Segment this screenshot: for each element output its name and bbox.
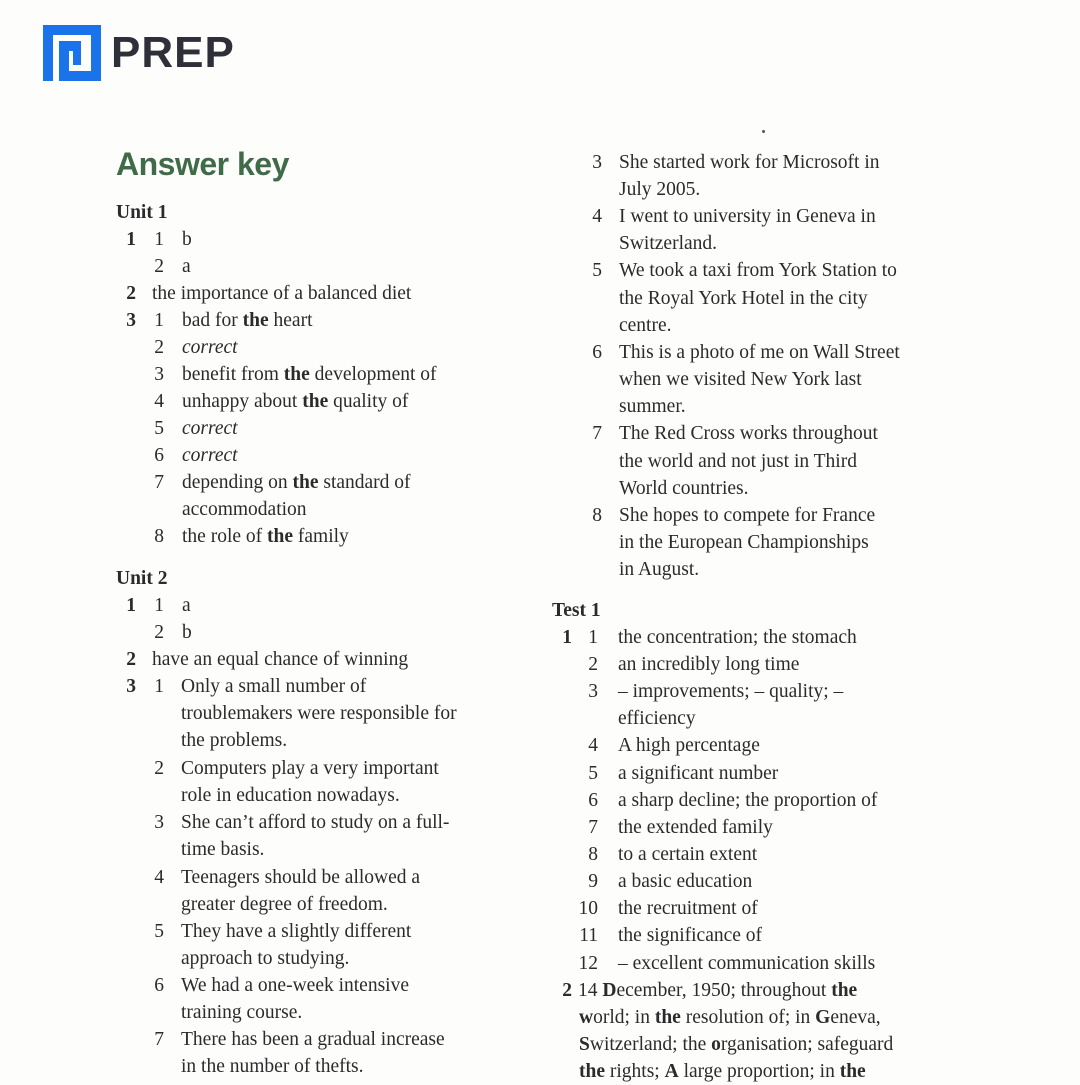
page-title: Answer key	[116, 146, 289, 182]
list-item: 2 correct	[154, 337, 238, 358]
list-item: 10 the recruitment of	[578, 898, 758, 919]
list-item-continuation: approach to studying.	[181, 948, 350, 969]
list-item-continuation: accommodation	[182, 499, 307, 520]
list-item: 7 the extended family	[588, 817, 773, 838]
list-item-continuation: summer.	[619, 396, 686, 417]
list-item-continuation: time basis.	[181, 839, 265, 860]
list-item: 5 correct	[154, 418, 238, 439]
list-item: 3 She can’t afford to study on a full-	[154, 812, 450, 833]
list-item-continuation: Switzerland.	[619, 233, 718, 254]
list-item-continuation: in the number of thefts.	[181, 1056, 364, 1077]
list-item: 1 1 the concentration; the stomach	[562, 627, 857, 648]
test-1-heading: Test 1	[552, 600, 601, 621]
list-item: 2 an incredibly long time	[588, 654, 800, 675]
list-item: 5 They have a slightly different	[154, 921, 412, 942]
list-item: 5 We took a taxi from York Station to	[592, 260, 897, 281]
list-item: 8 to a certain extent	[588, 844, 758, 865]
list-item-continuation: when we visited New York last	[619, 369, 862, 390]
list-item: 7 depending on the standard of	[154, 472, 411, 493]
list-item-continuation: troublemakers were responsible for	[181, 703, 457, 724]
list-item: 5 a significant number	[588, 763, 779, 784]
list-item: 6 a sharp decline; the proportion of	[588, 790, 878, 811]
list-item: 4 A high percentage	[588, 735, 760, 756]
list-item-continuation: in August.	[619, 559, 700, 580]
list-item: 8 She hopes to compete for France	[592, 505, 876, 526]
list-item: 4 I went to university in Geneva in	[592, 206, 876, 227]
list-item: 11 the significance of	[579, 925, 763, 946]
list-item: 7 The Red Cross works throughout	[592, 423, 878, 444]
list-item: 2 a	[154, 256, 191, 277]
list-item-continuation: World countries.	[619, 478, 749, 499]
list-item: 2 Computers play a very important	[154, 758, 439, 779]
list-item: 7 There has been a gradual increase	[154, 1029, 445, 1050]
list-item: 3 – improvements; – quality; –	[588, 681, 844, 702]
list-item: 6 We had a one-week intensive	[154, 975, 410, 996]
list-item: 2 have an equal chance of winning	[126, 649, 409, 670]
list-item-continuation: July 2005.	[619, 179, 701, 200]
list-item-continuation: the problems.	[181, 730, 288, 751]
list-item: 12 – excellent communication skills	[578, 953, 876, 974]
list-item-continuation: the rights; A large proportion; in the	[579, 1061, 866, 1082]
list-item: 2 the importance of a balanced diet	[126, 283, 412, 304]
left-column	[0, 0, 540, 1080]
list-item-continuation: the Royal York Hotel in the city	[619, 288, 868, 309]
list-item-continuation: efficiency	[618, 708, 696, 729]
list-item: 9 a basic education	[588, 871, 753, 892]
unit-2-heading: Unit 2	[116, 568, 168, 589]
list-item-continuation: centre.	[619, 315, 672, 336]
list-item: 4 unhappy about the quality of	[154, 391, 409, 412]
list-item-continuation: in the European Championships	[619, 532, 869, 553]
list-item: 2 b	[154, 622, 192, 643]
list-item: 1 1 a	[126, 595, 191, 616]
list-item: 6 correct	[154, 445, 238, 466]
list-item: 3 She started work for Microsoft in	[592, 152, 880, 173]
list-item: 3 1 bad for the heart	[126, 310, 313, 331]
list-item: 4 Teenagers should be allowed a	[154, 867, 421, 888]
list-item: 8 the role of the family	[154, 526, 349, 547]
list-item-continuation: training course.	[181, 1002, 303, 1023]
unit-1-heading: Unit 1	[116, 202, 168, 223]
list-item-continuation: role in education nowadays.	[181, 785, 400, 806]
right-column	[540, 0, 1080, 1080]
list-item: 2 14 December, 1950; throughout the	[562, 980, 858, 1001]
list-item: 3 1 Only a small number of	[126, 676, 367, 697]
prep-logo-text: PREP	[111, 28, 235, 77]
list-item-continuation: world; in the resolution of; in Geneva,	[579, 1007, 881, 1028]
list-item: 1 1 b	[126, 229, 192, 250]
list-item-continuation: greater degree of freedom.	[181, 894, 388, 915]
list-item-continuation: Switzerland; the organisation; safeguard	[579, 1034, 894, 1055]
list-item: 6 This is a photo of me on Wall Street	[592, 342, 900, 363]
list-item: 3 benefit from the development of	[154, 364, 437, 385]
list-item-continuation: the world and not just in Third	[619, 451, 857, 472]
